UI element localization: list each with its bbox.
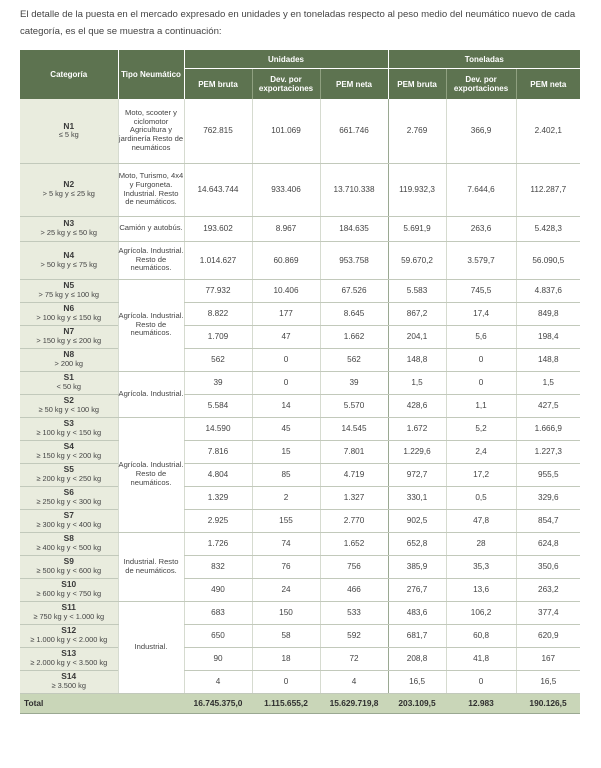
table-row [20,394,580,417]
value-cell: 106,2 [446,601,516,624]
category-code: N6 [63,303,75,314]
category-range: > 5 kg y ≤ 25 kg [42,189,95,198]
category-code: N2 [63,179,75,190]
value-cell: 330,1 [388,486,446,509]
category-code: S4 [63,441,74,452]
category-range: ≥ 3.500 kg [51,681,86,690]
value-cell: 198,4 [516,325,580,348]
table-row [20,670,580,693]
value-cell: 867,2 [388,302,446,325]
category-cell [20,624,118,647]
value-cell: 17,4 [446,302,516,325]
category-code: S13 [61,648,77,659]
table-row [20,241,580,279]
value-cell: 4.804 [184,463,252,486]
value-cell: 2.770 [320,509,388,532]
total-row [20,693,580,713]
category-code: N5 [63,280,75,291]
header-u-dev-export: Dev. por exportaciones [252,69,320,100]
value-cell: 45 [252,417,320,440]
value-cell: 10.406 [252,279,320,302]
tire-type-cell: Agrícola. Industrial. Resto de neumáticos. [118,279,184,371]
value-cell: 7.816 [184,440,252,463]
category-cell [20,670,118,693]
category-code: S11 [61,602,76,613]
value-cell: 620,9 [516,624,580,647]
tire-type-cell: Industrial. [118,601,184,693]
value-cell: 77.932 [184,279,252,302]
value-cell: 1.662 [320,325,388,348]
value-cell: 2.925 [184,509,252,532]
value-cell: 832 [184,555,252,578]
tire-market-table [20,50,580,714]
value-cell: 39 [184,371,252,394]
table-row [20,440,580,463]
category-code: S8 [63,533,74,544]
value-cell: 5.691,9 [388,216,446,241]
value-cell: 1.327 [320,486,388,509]
category-cell [20,325,118,348]
value-cell: 263,6 [446,216,516,241]
header-t-pem-neta: PEM neta [516,69,580,100]
category-cell [20,348,118,371]
value-cell: 366,9 [446,99,516,163]
value-cell: 2.769 [388,99,446,163]
value-cell: 101.069 [252,99,320,163]
category-range: ≥ 150 kg y < 200 kg [36,451,102,460]
category-cell [20,532,118,555]
value-cell: 0 [446,670,516,693]
value-cell: 16,5 [388,670,446,693]
value-cell: 483,6 [388,601,446,624]
category-range: > 75 kg y ≤ 100 kg [38,290,100,299]
value-cell: 112.287,7 [516,163,580,216]
value-cell: 1.652 [320,532,388,555]
value-cell: 4 [320,670,388,693]
value-cell: 1,5 [516,371,580,394]
value-cell: 533 [320,601,388,624]
value-cell: 60.869 [252,241,320,279]
total-value: 190.126,5 [516,693,580,713]
category-cell [20,216,118,241]
value-cell: 16,5 [516,670,580,693]
value-cell: 150 [252,601,320,624]
value-cell: 745,5 [446,279,516,302]
category-cell [20,509,118,532]
value-cell: 2 [252,486,320,509]
category-cell [20,578,118,601]
category-range: < 50 kg [56,382,81,391]
value-cell: 60,8 [446,624,516,647]
value-cell: 15 [252,440,320,463]
table-row [20,509,580,532]
value-cell: 58 [252,624,320,647]
category-range: ≥ 50 kg y < 100 kg [38,405,100,414]
value-cell: 661.746 [320,99,388,163]
category-code: S12 [61,625,77,636]
value-cell: 167 [516,647,580,670]
value-cell: 35,3 [446,555,516,578]
table-row [20,463,580,486]
header-unidades: Unidades [184,50,388,69]
value-cell: 14 [252,394,320,417]
tire-type-cell: Camión y autobús. [118,216,184,241]
value-cell: 7.801 [320,440,388,463]
tire-market-table-wrapper [20,50,580,714]
total-value: 16.745.375,0 [184,693,252,713]
value-cell: 1,1 [446,394,516,417]
value-cell: 5.428,3 [516,216,580,241]
value-cell: 184.635 [320,216,388,241]
value-cell: 490 [184,578,252,601]
value-cell: 1.672 [388,417,446,440]
value-cell: 47 [252,325,320,348]
category-cell [20,555,118,578]
category-code: S14 [61,671,77,682]
value-cell: 5,6 [446,325,516,348]
category-cell [20,647,118,670]
value-cell: 1.227,3 [516,440,580,463]
category-code: S1 [63,372,74,383]
category-range: ≥ 100 kg y < 150 kg [36,428,102,437]
value-cell: 1.229,6 [388,440,446,463]
value-cell: 1.014.627 [184,241,252,279]
value-cell: 28 [446,532,516,555]
value-cell: 193.602 [184,216,252,241]
header-u-pem-bruta: PEM bruta [184,69,252,100]
table-row [20,417,580,440]
header-categoria: Categoría [20,50,118,99]
table-row [20,302,580,325]
value-cell: 5,2 [446,417,516,440]
value-cell: 72 [320,647,388,670]
tire-type-cell: Moto, scooter y ciclomotor Agricultura y jardinería Resto de neumáticos [118,99,184,163]
value-cell: 4 [184,670,252,693]
category-cell [20,279,118,302]
value-cell: 0 [252,348,320,371]
table-row [20,216,580,241]
tire-type-cell: Agrícola. Industrial. Resto de neumáticos. [118,241,184,279]
table-row [20,371,580,394]
value-cell: 204,1 [388,325,446,348]
value-cell: 7.644,6 [446,163,516,216]
value-cell: 1,5 [388,371,446,394]
value-cell: 18 [252,647,320,670]
value-cell: 59.670,2 [388,241,446,279]
value-cell: 4.719 [320,463,388,486]
value-cell: 762.815 [184,99,252,163]
category-cell [20,417,118,440]
tire-type-cell: Moto, Turismo, 4x4 y Furgoneta. Industrial. Resto de neumáticos. [118,163,184,216]
value-cell: 0 [252,670,320,693]
category-range: > 50 kg y ≤ 75 kg [40,259,97,269]
header-t-pem-bruta: PEM bruta [388,69,446,100]
category-range: ≥ 2.000 kg y < 3.500 kg [30,658,108,667]
value-cell: 39 [320,371,388,394]
value-cell: 17,2 [446,463,516,486]
value-cell: 650 [184,624,252,647]
category-cell [20,601,118,624]
total-value: 1.115.655,2 [252,693,320,713]
category-range: > 150 kg y ≤ 200 kg [36,336,102,345]
value-cell: 14.643.744 [184,163,252,216]
category-code: N4 [63,249,75,260]
tire-type-cell: Agrícola. Industrial. [118,371,184,417]
value-cell: 119.932,3 [388,163,446,216]
category-range: ≥ 200 kg y < 250 kg [36,474,102,483]
table-row [20,601,580,624]
value-cell: 5.583 [388,279,446,302]
header-tipo: Tipo Neumático [118,50,184,99]
table-row [20,532,580,555]
value-cell: 972,7 [388,463,446,486]
value-cell: 8.645 [320,302,388,325]
value-cell: 5.584 [184,394,252,417]
value-cell: 208,8 [388,647,446,670]
table-row [20,348,580,371]
value-cell: 155 [252,509,320,532]
value-cell: 377,4 [516,601,580,624]
table-row [20,578,580,601]
value-cell: 263,2 [516,578,580,601]
category-cell [20,440,118,463]
category-cell [20,99,118,163]
total-value: 203.109,5 [388,693,446,713]
table-row [20,624,580,647]
value-cell: 0 [252,371,320,394]
table-row [20,555,580,578]
value-cell: 592 [320,624,388,647]
value-cell: 148,8 [388,348,446,371]
value-cell: 8.822 [184,302,252,325]
header-t-dev-export: Dev. por exportaciones [446,69,516,100]
value-cell: 756 [320,555,388,578]
value-cell: 5.570 [320,394,388,417]
value-cell: 953.758 [320,241,388,279]
value-cell: 1.329 [184,486,252,509]
value-cell: 3.579,7 [446,241,516,279]
table-row [20,325,580,348]
category-cell [20,302,118,325]
value-cell: 562 [320,348,388,371]
value-cell: 13,6 [446,578,516,601]
category-range: > 25 kg y ≤ 50 kg [40,228,97,237]
value-cell: 902,5 [388,509,446,532]
value-cell: 148,8 [516,348,580,371]
category-code: N7 [63,326,75,337]
value-cell: 854,7 [516,509,580,532]
category-code: S10 [61,579,77,590]
category-code: S2 [63,395,74,406]
table-row [20,163,580,216]
category-cell [20,241,118,279]
category-range: > 100 kg y ≤ 150 kg [36,313,102,322]
category-code: S6 [63,487,74,498]
value-cell: 14.545 [320,417,388,440]
category-cell [20,394,118,417]
category-range: ≥ 1.000 kg y < 2.000 kg [30,635,108,644]
value-cell: 1.726 [184,532,252,555]
value-cell: 177 [252,302,320,325]
value-cell: 466 [320,578,388,601]
value-cell: 4.837,6 [516,279,580,302]
value-cell: 2,4 [446,440,516,463]
category-cell [20,463,118,486]
category-range: ≥ 600 kg y < 750 kg [36,589,102,598]
value-cell: 350,6 [516,555,580,578]
value-cell: 427,5 [516,394,580,417]
category-range: ≥ 250 kg y < 300 kg [36,497,102,506]
value-cell: 849,8 [516,302,580,325]
category-code: N1 [63,120,75,131]
value-cell: 681,7 [388,624,446,647]
value-cell: 385,9 [388,555,446,578]
value-cell: 428,6 [388,394,446,417]
value-cell: 276,7 [388,578,446,601]
value-cell: 90 [184,647,252,670]
category-code: S9 [63,556,74,567]
value-cell: 8.967 [252,216,320,241]
intro-paragraph: El detalle de la puesta en el mercado expresado en unidades y en toneladas respecto al peso medio del neumático nuevo de cada categoría, es el que se muestra a continuación: [20,9,576,37]
category-range: ≥ 300 kg y < 400 kg [36,520,102,529]
value-cell: 85 [252,463,320,486]
value-cell: 562 [184,348,252,371]
category-cell [20,163,118,216]
category-cell [20,371,118,394]
table-row [20,647,580,670]
table-row [20,279,580,302]
table-row [20,99,580,163]
value-cell: 1.666,9 [516,417,580,440]
value-cell: 1.709 [184,325,252,348]
category-range: ≥ 500 kg y < 600 kg [36,566,102,575]
category-range: > 200 kg [54,359,84,368]
category-code: S5 [63,464,74,475]
category-code: N3 [63,218,75,229]
value-cell: 683 [184,601,252,624]
value-cell: 14.590 [184,417,252,440]
category-range: ≤ 5 kg [58,130,79,140]
category-code: S3 [63,418,74,429]
category-range: ≥ 400 kg y < 500 kg [36,543,102,552]
value-cell: 74 [252,532,320,555]
value-cell: 624,8 [516,532,580,555]
value-cell: 2.402,1 [516,99,580,163]
total-value: 12.983 [446,693,516,713]
value-cell: 24 [252,578,320,601]
value-cell: 47,8 [446,509,516,532]
value-cell: 67.526 [320,279,388,302]
value-cell: 13.710.338 [320,163,388,216]
table-row [20,486,580,509]
category-code: N8 [63,349,75,360]
tire-type-cell: Agrícola. Industrial. Resto de neumáticos. [118,417,184,532]
table-body [20,99,580,713]
category-cell [20,486,118,509]
value-cell: 76 [252,555,320,578]
value-cell: 933.406 [252,163,320,216]
value-cell: 955,5 [516,463,580,486]
category-range: ≥ 750 kg y < 1.000 kg [33,612,105,621]
total-value: 15.629.719,8 [320,693,388,713]
header-u-pem-neta: PEM neta [320,69,388,100]
value-cell: 0,5 [446,486,516,509]
value-cell: 41,8 [446,647,516,670]
header-toneladas: Toneladas [388,50,580,69]
value-cell: 0 [446,348,516,371]
table-header [20,50,580,99]
tire-type-cell: Industrial. Resto de neumáticos. [118,532,184,601]
value-cell: 652,8 [388,532,446,555]
value-cell: 0 [446,371,516,394]
value-cell: 56.090,5 [516,241,580,279]
value-cell: 329,6 [516,486,580,509]
total-label: Total [20,693,184,713]
category-code: S7 [63,510,74,521]
